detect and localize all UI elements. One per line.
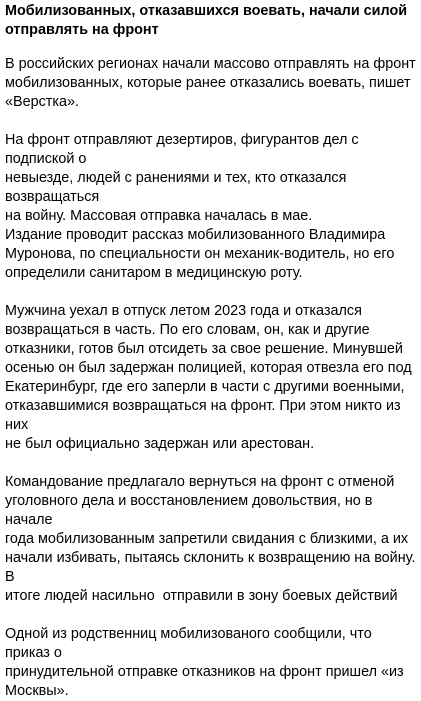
paragraph-deserters: На фронт отправляют дезертиров, фигурантов дел с подпиской о невыезде, людей с ранениями и тех, кто отказался возвращаться на войну. Массовая отправка началась в мае. Издание проводит рассказ мобилизованного Владимира Муронова, по специальности он механик-водитель, но его определили санитаром в медицинскую роту. — [5, 132, 395, 281]
paragraph-intro: В российских регионах начали массово отправлять на фронт мобилизованных, которые ранее отказались воевать, пишет «Верстка». — [5, 56, 416, 110]
paragraph-vacation: Мужчина уехал в отпуск летом 2023 года и отказался возвращаться в часть. По его словам, он, как и другие отказники, готов был отсидеть за свое решение. Минувшей осенью он был задержан полицией, которая отвезла его под Екатеринбург, где его заперли в части с другими военными, отказавшимися возвращаться на фронт. При этом никто из них не был официально задержан или арестован. — [5, 303, 412, 452]
post-title: Мобилизованных, отказавшихся воевать, начали силой отправлять на фронт — [5, 3, 408, 38]
paragraph-relative: Одной из родственниц мобилизованого сообщили, что приказ о принудительной отправке отказников на фронт пришел «из Москвы». — [5, 626, 404, 699]
paragraph-command: Командование предлагало вернуться на фронт с отменой уголовного дела и восстановлением довольствия, но в начале года мобилизованным запретили свидания с близкими, а их начали избивать, пытаясь склонить к возвращению на войну. В итоге людей насильно отправили в зону боевых действий — [5, 474, 416, 604]
